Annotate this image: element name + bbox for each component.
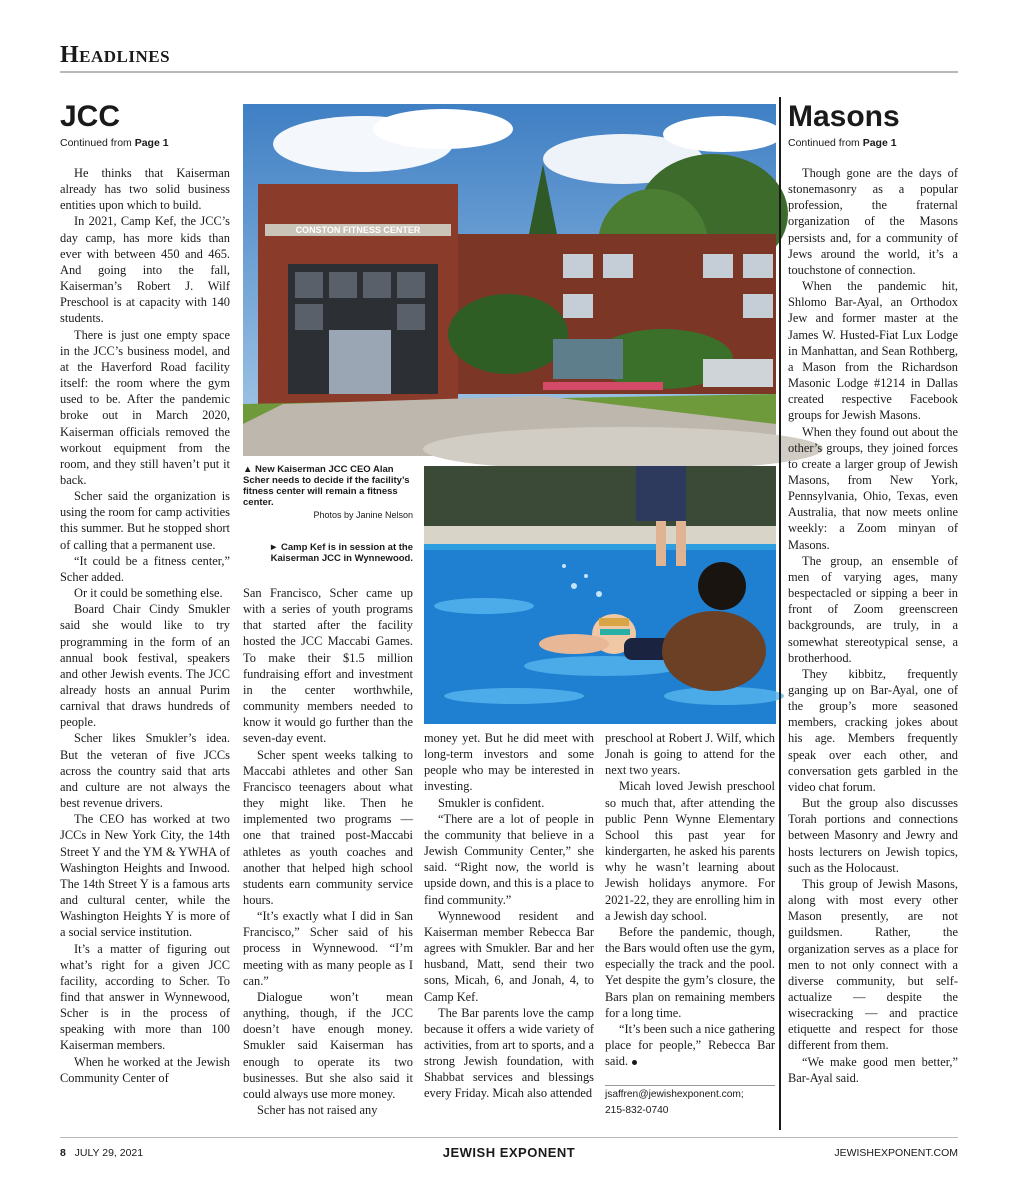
jcc-column-4 <box>605 730 775 1069</box>
jcc-continued-page: Page 1 <box>134 137 169 149</box>
paragraph: When the pandemic hit, Shlomo Bar-Ayal, an Orthodox Jew and former master at the James W. Husted-Fiat Lux Lodge in Manhattan, and Sean Rothberg, a Mason from the Richardson Masonic Lodge #1214 in Dallas created respective Facebook groups for Jewish Masons. <box>788 279 958 423</box>
paragraph: Before the pandemic, though, the Bars would often use the gym, especially the track and the pool. Yet despite the gym’s closure, the Bars plan on remaining members for a long time. <box>605 924 775 1020</box>
paragraph: money yet. But he did meet with long-term investors and some people who may be interested in investing. <box>424 731 594 794</box>
paragraph: Board Chair Cindy Smukler said she would like to try programming in the form of an annual book festival, speakers and other Jewish events. The JCC already hosts an annual Purim carnival that draws hundreds of people. <box>60 602 230 730</box>
paragraph: He thinks that Kaiserman already has two solid business entities upon which to build. <box>60 166 230 213</box>
paragraph: The CEO has worked at two JCCs in New York City, the 14th Street Y and the YM & YWHA of Washington Heights and Inwood. The 14th Street Y is a famous arts and cultural center, while the Washington Heights Y is more of a social service institution. <box>60 812 230 940</box>
page-number: 8 <box>60 1147 66 1159</box>
paper-name: JEWISH EXPONENT <box>442 1145 576 1160</box>
contact-email: jsaffren@jewishexponent.com; <box>605 1089 744 1100</box>
jcc-continued-line <box>60 136 169 150</box>
section-title: Headlines <box>60 42 171 68</box>
end-mark-icon <box>632 1060 637 1065</box>
top-rule <box>60 71 958 73</box>
paragraph: “There are a lot of people in the community that believe in a Jewish Community Center,” she said. “Right now, the world is upside down, and this is a place to find community.” <box>424 811 594 907</box>
paragraph: Micah loved Jewish preschool so much that, after attending the public Penn Wynne Elementary School this past year for kindergarten, he asked his parents why he wasn’t learning about Jewish holidays anymore. For 2021-22, they are enrolling him in a Jewish day school. <box>605 779 775 923</box>
pool-illustration <box>424 466 776 724</box>
masons-headline: Masons <box>788 100 900 133</box>
paragraph: There is just one empty space in the JCC’s business model, and at the Haverford Road facility itself: the room where the gym used to be. After the pandemic broke out in March 2020, Kaiserman officials removed the workout equipment from the room, and they still haven’t put it back. <box>60 327 230 487</box>
jcc-column-1 <box>60 165 230 1125</box>
pool-photo <box>424 466 776 724</box>
caption-up-arrow-icon: ▲ <box>243 464 253 475</box>
paragraph: Scher has not raised any <box>257 1103 378 1117</box>
photo-caption-1 <box>243 464 413 508</box>
footer-rule <box>60 1137 958 1138</box>
jcc-column-2 <box>243 585 413 1125</box>
masons-continued-line <box>788 136 897 150</box>
jcc-column-3 <box>424 730 594 1125</box>
caption-right-arrow-icon: ► <box>268 542 279 553</box>
paragraph: “It’s been such a nice gathering place for people,” Rebecca Bar said. <box>605 1021 775 1069</box>
contact-phone: 215-832-0740 <box>605 1105 669 1116</box>
contact-rule <box>605 1085 775 1086</box>
paragraph: This group of Jewish Masons, along with most every other Mason presently, are not guildsmen. Rather, the organization serves as a place for men to not only connect with a diverse community, but self-actualize — despite the wisecracking — and practice etiquette and respect for those different from them. <box>788 876 958 1053</box>
paragraph: In 2021, Camp Kef, the JCC’s day camp, has more kids than ever with between 450 and 465. And going into the fall, Kaiserman’s Robert J. Wilf Preschool is at capacity with 140 students. <box>60 214 230 326</box>
paragraph: Scher likes Smukler’s idea. But the veteran of five JCCs across the country said that arts and culture are not always the best revenue drivers. <box>60 731 230 811</box>
paragraph: Scher spent weeks talking to Maccabi athletes and other San Francisco teenagers about what they might like. Then he implemented two programs — one that trained post-Maccabi athletes as youth coaches and another that helped high school students earn community service hours. <box>243 747 413 907</box>
photo-credit: Photos by Janine Nelson <box>313 510 413 520</box>
paragraph: The group, an ensemble of men of varying ages, many bespectacled or sipping a beer in front of Zoom greenscreen backgrounds, are truly, in a somewhat stereotypical sense, a brotherhood. <box>788 553 958 665</box>
paragraph: “It could be a fitness center,” Scher added. <box>60 553 230 584</box>
paragraph: “It’s exactly what I did in San Francisco,” Scher said of his process in Wynnewood. “I’m meeting with as many people as I can.” <box>243 909 413 988</box>
issue-date: JULY 29, 2021 <box>74 1147 144 1159</box>
paragraph: “We make good men better,” Bar-Ayal said. <box>788 1054 958 1085</box>
fitness-center-illustration <box>243 104 776 456</box>
paragraph: Dialogue won’t mean anything, though, if the JCC doesn’t have enough money. Smukler said Kaiserman has enough to operate its two businesses. But she also said it could always use more money. <box>243 989 413 1101</box>
website: JEWISHEXPONENT.COM <box>834 1147 958 1159</box>
paragraph: Wynnewood resident and Kaiserman member Rebecca Bar agrees with Smukler. Bar and her husband, Matt, send their two sons, Micah, 6, and Jonah, 4, to Camp Kef. <box>424 908 594 1004</box>
masons-continued-page: Page 1 <box>862 137 897 149</box>
paragraph: Though gone are the days of stonemasonry as a popular profession, the fraternal organization of the Masons persists and, for a community of Jews around the world, it’s a touchstone of connection. <box>788 166 958 277</box>
paragraph: San Francisco, Scher came up with a series of youth programs that started after the facility hosted the JCC Maccabi Games. To make their $1.5 million fundraising effort and investment in the center worthwhile, community members needed to know it would go further than the seven-day event. <box>243 586 413 746</box>
paragraph: Scher said the organization is using the room for camp activities this summer. But he stopped short of calling that a permanent use. <box>60 489 230 552</box>
paragraph: Smukler is confident. <box>438 795 545 810</box>
paragraph: They kibbitz, frequently ganging up on Bar-Ayal, one of the group’s more seasoned members, cracking jokes about his age. Members frequently speak over each other, and conversation gets garbled in the video chat forum. <box>788 666 958 794</box>
paragraph: preschool at Robert J. Wilf, which Jonah is going to attend for the next two years. <box>605 731 775 778</box>
paragraph: When they found out about the other’s groups, they joined forces to create a larger group of Jewish Masons, from New York, Pennsylvania, Ohio, Texas, even Australia, that now meets online weekly: a Zoom minyan of Masons. <box>788 424 958 552</box>
masons-column <box>788 165 958 1130</box>
contact-info <box>605 1087 777 1119</box>
paragraph: When he worked at the Jewish Community Center of <box>60 1054 230 1085</box>
paragraph: It’s a matter of figuring out what’s right for a given JCC facility, according to Scher. To find that answer in Wynnewood, Scher is in the process of speaking with more than 100 Kaiserman members. <box>60 941 230 1053</box>
jcc-continued-prefix: Continued from <box>60 137 135 149</box>
paragraph: Or it could be something else. <box>74 586 223 601</box>
paragraph: The Bar parents love the camp because it offers a wide variety of activities, from art to sports, and a strong Jewish foundation, with Shabbat services and blessings every Friday. Micah also attended <box>424 1005 594 1101</box>
jcc-headline: JCC <box>60 100 121 133</box>
masons-continued-prefix: Continued from <box>788 137 863 149</box>
photo-caption-2 <box>243 542 413 564</box>
paragraph: But the group also discusses Torah portions and connections between Masonry and Jewry and hosts lecturers on Jewish topics, such as the Holocaust. <box>788 796 958 875</box>
sign-text: CONSTON FITNESS CENTER <box>295 225 421 235</box>
fitness-center-photo <box>243 104 776 456</box>
photo-caption-1-text: New Kaiserman JCC CEO Alan Scher needs to decide if the facility’s fitness center will remain a fitness center. <box>243 464 410 508</box>
photo-caption-2-text: Camp Kef is in session at the Kaiserman JCC in Wynnewood. <box>270 542 413 564</box>
column-divider <box>779 97 781 1130</box>
